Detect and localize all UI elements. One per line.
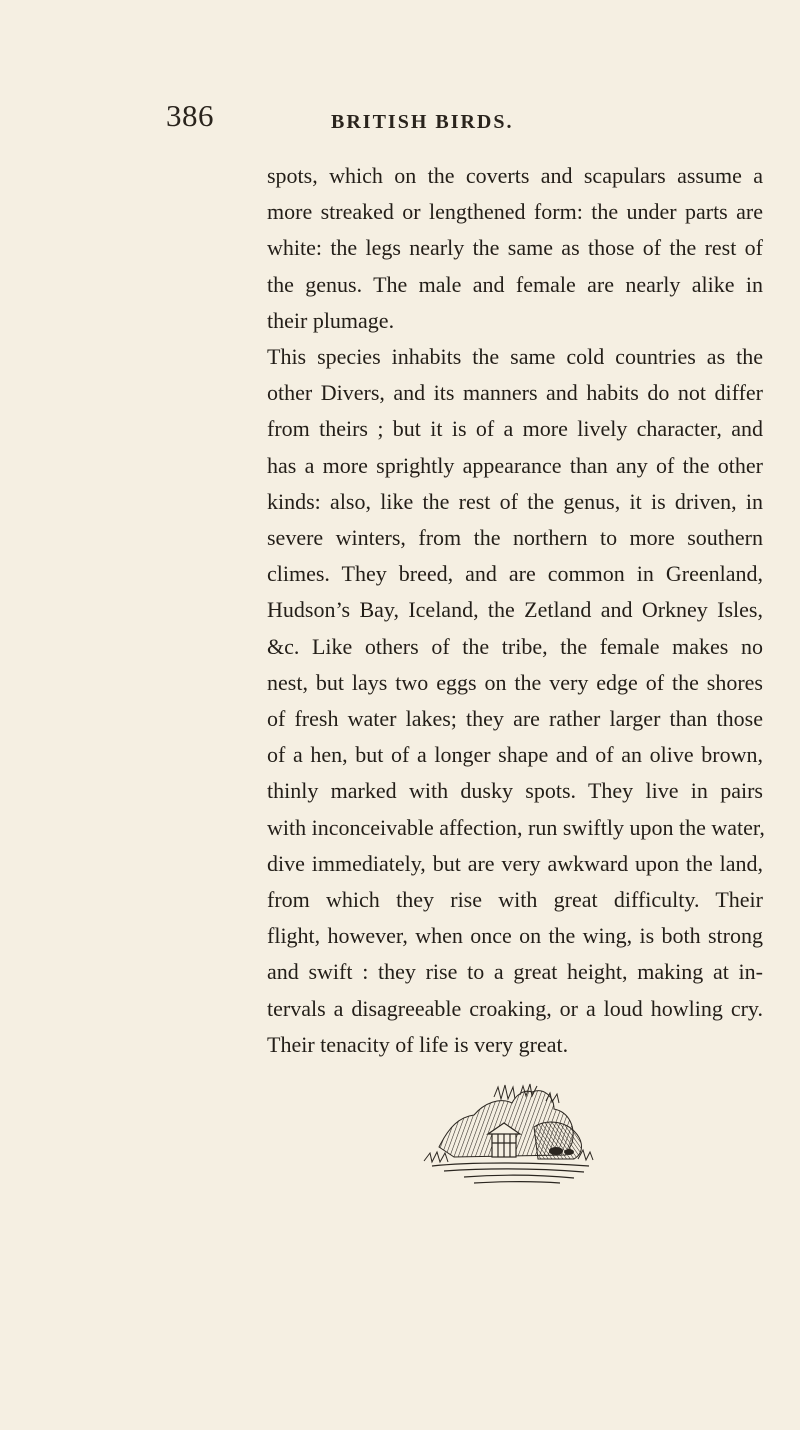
text-line: other Divers, and its manners and habits do not differ xyxy=(267,380,763,406)
text-line: Their tenacity of life is very great. xyxy=(267,1031,569,1057)
text-line: &c. Like others of the tribe, the female makes no xyxy=(267,633,763,659)
running-head: BRITISH BIRDS. xyxy=(331,111,514,133)
text-line: from which they rise with great difficulty. Their xyxy=(267,887,763,913)
text-line: thinly marked with dusky spots. They live in pairs xyxy=(267,778,763,804)
text-line: severe winters, from the northern to more southern xyxy=(267,525,763,551)
text-line: Hudson’s Bay, Iceland, the Zetland and Orkney Isles, xyxy=(267,597,763,623)
text-line: kinds: also, like the rest of the genus, it is driven, in xyxy=(267,488,763,514)
text-line: This species inhabits the same cold countries as the xyxy=(267,344,763,370)
text-line: from theirs ; but it is of a more lively character, and xyxy=(267,416,763,442)
text-line: climes. They breed, and are common in Greenland, xyxy=(267,561,763,587)
text-line: white: the legs nearly the same as those of the rest of xyxy=(267,235,763,261)
woodcut-landscape-vignette-icon xyxy=(414,1067,614,1192)
text-line: has a more sprightly appearance than any of the other xyxy=(267,452,763,478)
text-line: nest, but lays two eggs on the very edge of the shores xyxy=(267,669,763,695)
text-line: dive immediately, but are very awkward upon the land, xyxy=(267,850,763,876)
text-line: the genus. The male and female are nearly alike in xyxy=(267,271,763,297)
text-line: of a hen, but of a longer shape and of an olive brown, xyxy=(267,742,763,768)
page-number: 386 xyxy=(166,98,214,133)
text-line: of fresh water lakes; they are rather larger than those xyxy=(267,706,763,732)
text-line: and swift : they rise to a great height, making at in- xyxy=(267,959,763,985)
body-text xyxy=(267,158,763,1063)
text-line: with inconceivable affection, run swiftly upon the water, xyxy=(267,814,765,840)
text-line: more streaked or lengthened form: the under parts are xyxy=(267,199,763,225)
text-line: their plumage. xyxy=(267,307,395,333)
text-line: spots, which on the coverts and scapulars assume a xyxy=(267,163,763,188)
text-line: flight, however, when once on the wing, is both strong xyxy=(267,923,763,949)
text-line: tervals a disagreeable croaking, or a loud howling cry. xyxy=(267,995,763,1021)
